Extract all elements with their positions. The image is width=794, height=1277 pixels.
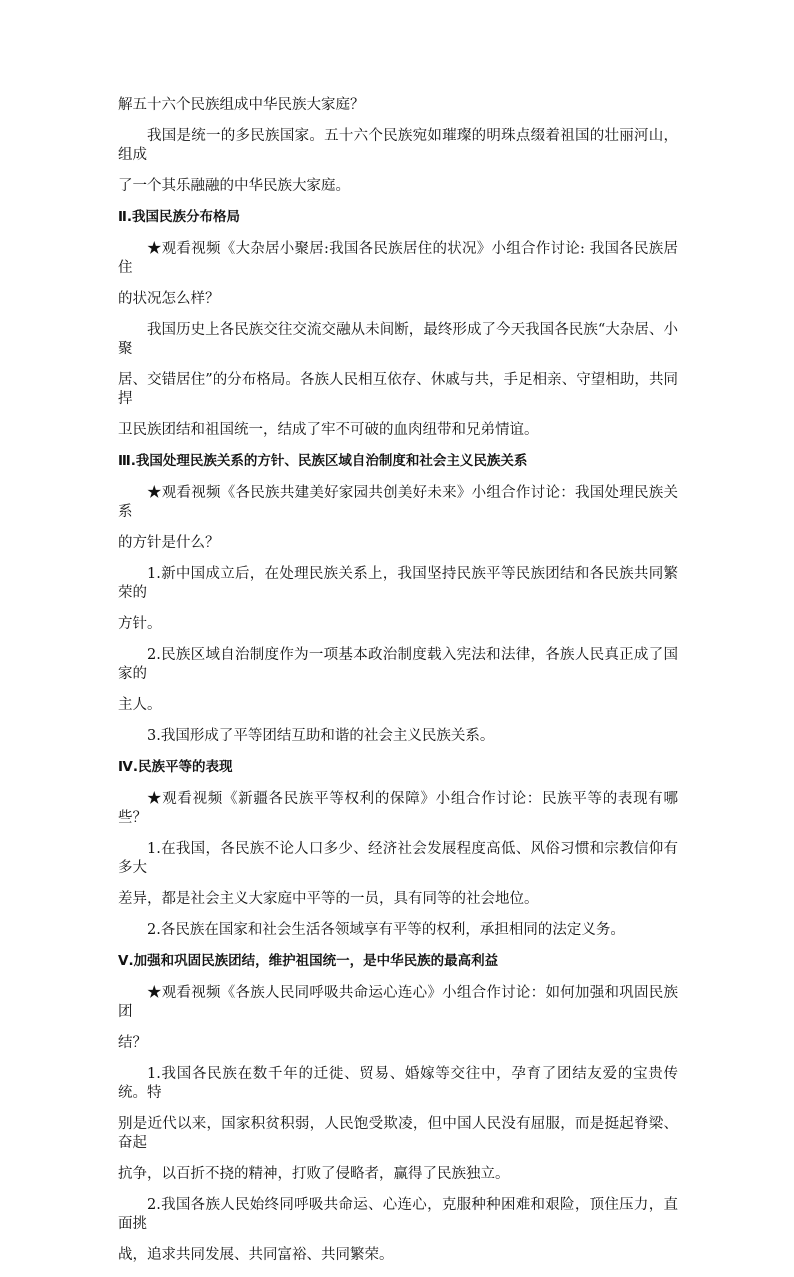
discussion-prompt [118,984,678,1053]
intro-question [118,96,678,115]
numbered-item [118,727,678,746]
text-line: 解五十六个民族组成中华民族大家庭？ [118,97,365,113]
text-line: 1.新中国成立后，在处理民族关系上，我国坚持民族平等民族团结和各民族共同繁荣的 [118,566,678,601]
section-heading: Ⅱ.我国民族分布格局 [118,209,241,225]
text-line: 我国是统一的多民族国家。五十六个民族宛如璀璨的明珠点缀着祖国的壮丽河山，组成 [118,128,678,163]
text-line: 了一个其乐融融的中华民族大家庭。 [118,178,350,194]
text-line: 1.在我国，各民族不论人口多少、经济社会发展程度高低、风俗习惯和宗教信仰有多大 [118,841,678,876]
text-line: ★观看视频《各族人民同呼吸共命运心连心》小组合作讨论：如何加强和巩固民族团 [118,985,678,1020]
numbered-item [118,1065,678,1184]
numbered-item [118,646,678,715]
numbered-item [118,565,678,634]
text-line: ★观看视频《大杂居小聚居:我国各民族居住的状况》小组合作讨论: 我国各民族居住 [118,241,678,276]
discussion-prompt [118,240,678,309]
text-line: 抗争，以百折不挠的精神，打败了侵略者，赢得了民族独立。 [118,1166,510,1182]
text-line: 2.民族区域自治制度作为一项基本政治制度载入宪法和法律，各族人民真正成了国家的 [118,647,678,682]
text-line: 3.我国形成了平等团结互助和谐的社会主义民族关系。 [147,728,495,744]
text-line: 1.我国各民族在数千年的迁徙、贸易、婚嫁等交往中，孕育了团结友爱的宝贵传统。特 [118,1066,678,1101]
text-line: 2.各民族在国家和社会生活各领域享有平等的权利，承担相同的法定义务。 [147,922,625,938]
text-line: 2.我国各族人民始终同呼吸共命运、心连心，克服种种困难和艰险，顶住压力，直面挑 [118,1197,678,1232]
text-line: 战，追求共同发展、共同富裕、共同繁荣。 [118,1247,394,1263]
text-line: ★观看视频《新疆各民族平等权利的保障》小组合作讨论：民族平等的表现有哪些？ [118,791,678,826]
section-heading: Ⅲ.我国处理民族关系的方针、民族区域自治制度和社会主义民族关系 [118,453,528,469]
document-page [118,96,678,1277]
section-heading: Ⅴ.加强和巩固民族团结，维护祖国统一，是中华民族的最高利益 [118,953,499,969]
numbered-item [118,921,678,940]
intro-answer [118,127,678,196]
text-line: 居、交错居住”的分布格局。各族人民相互依存、休戚与共，手足相亲、守望相助，共同捍 [118,372,678,407]
text-line: 的方针是什么？ [118,535,220,551]
text-line: 方针。 [118,616,162,632]
text-line: 的状况怎么样？ [118,291,220,307]
numbered-item [118,840,678,909]
text-line: ★观看视频《各民族共建美好家园共创美好未来》小组合作讨论：我国处理民族关系 [118,485,678,520]
text-line: 别是近代以来，国家积贫积弱，人民饱受欺凌，但中国人民没有屈服，而是挺起脊梁、奋起 [118,1116,678,1151]
section-heading: Ⅳ.民族平等的表现 [118,759,233,775]
discussion-prompt [118,790,678,828]
text-line: 主人。 [118,697,162,713]
answer-paragraph [118,321,678,440]
text-line: 结？ [118,1035,147,1051]
text-line: 我国历史上各民族交往交流交融从未间断，最终形成了今天我国各民族“大杂居、小聚 [118,322,678,357]
numbered-item [118,1196,678,1265]
text-line: 卫民族团结和祖国统一，结成了牢不可破的血肉纽带和兄弟情谊。 [118,422,539,438]
text-line: 差异，都是社会主义大家庭中平等的一员，具有同等的社会地位。 [118,891,539,907]
discussion-prompt [118,484,678,553]
